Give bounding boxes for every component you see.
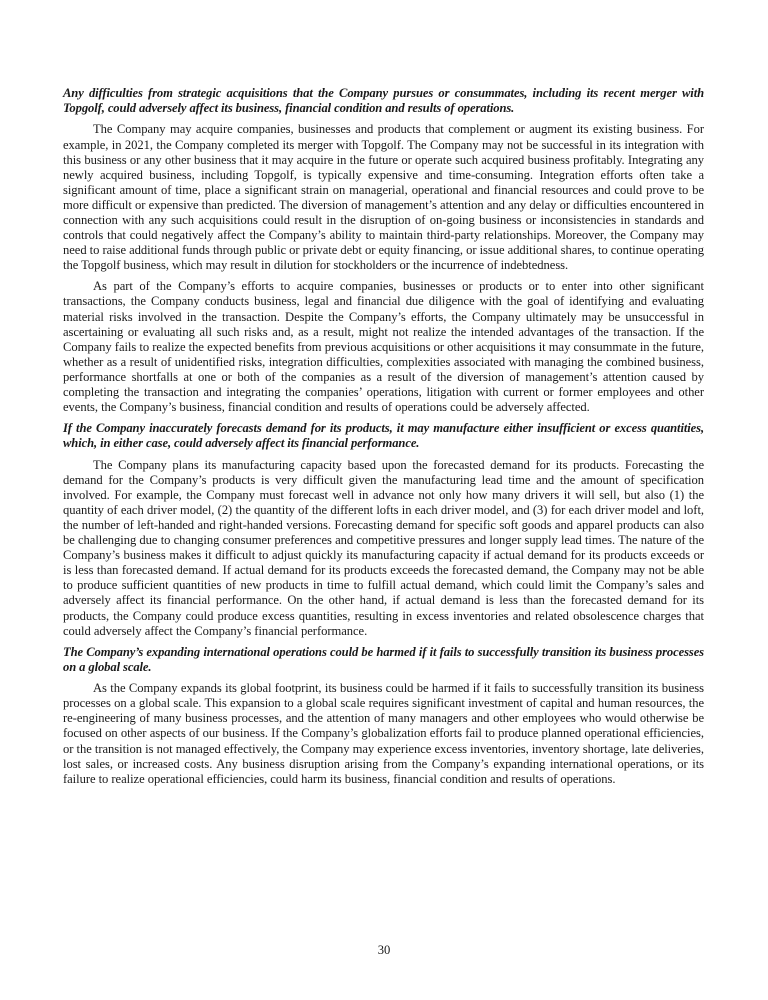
section-heading: The Company’s expanding international operations could be harmed if it fails to successfully transition its business processes on a global scale. bbox=[63, 644, 704, 674]
document-page bbox=[63, 86, 704, 793]
body-paragraph: The Company plans its manufacturing capacity based upon the forecasted demand for its products. Forecasting the demand for the Company’s products is very difficult given the manufacturing lead time and the amount of specification involved. For example, the Company must forecast well in advance not only how many drivers it will sell, but also (1) the quantity of each driver model, (2) the quantity of the different lofts in each driver model, and (3) for each driver model and loft, the number of left-handed and right-handed versions. Forecasting demand for specific soft goods and apparel products can also be challenging due to changing consumer preferences and competitive pressures and longer supply lead times. The nature of the Company’s business makes it difficult to adjust quickly its manufacturing capacity if actual demand for its products exceeds or is less than forecasted demand. If actual demand for its products exceeds the forecasted demand, the Company may not be able to produce sufficient quantities of new products in time to fulfill actual demand, which could limit the Company’s sales and adversely affect its financial performance. On the other hand, if actual demand is less than the forecasted demand for its products, the Company could produce excess quantities, resulting in excess inventories and related obsolescence charges that could adversely affect the Company’s financial performance. bbox=[63, 457, 704, 638]
body-paragraph: As the Company expands its global footprint, its business could be harmed if it fails to successfully transition its business processes on a global scale. This expansion to a global scale requires significant investment of capital and human resources, the re-engineering of many business processes, and the attention of many managers and other employees who would otherwise be focused on other aspects of our business. If the Company’s globalization efforts fail to produce planned operational efficiencies, or the transition is not managed effectively, the Company may experience excess inventories, inventory shortage, late deliveries, lost sales, or increased costs. Any business disruption arising from the Company’s expanding international operations, or its failure to realize operational efficiencies, could harm its business, financial condition and results of operations. bbox=[63, 681, 704, 786]
section-heading: Any difficulties from strategic acquisitions that the Company pursues or consummates, including its recent merger with Topgolf, could adversely affect its business, financial condition and results of operations. bbox=[63, 86, 704, 116]
risk-factor-demand-forecast bbox=[63, 421, 704, 639]
body-paragraph: As part of the Company’s efforts to acquire companies, businesses or products or to enter into other significant transactions, the Company conducts business, legal and financial due diligence with the goal of identifying and evaluating material risks involved in the transaction. Despite the Company’s efforts, the Company ultimately may be unsuccessful in ascertaining or evaluating all such risks and, as a result, might not realize the intended advantages of the transaction. If the Company fails to realize the expected benefits from previous acquisitions or other acquisitions it may consummate in the future, whether as a result of unidentified risks, integration difficulties, complexities associated with managing the combined business, performance shortfalls at one or both of the companies as a result of the diversion of management’s attention caused by completing the transaction and integrating the companies’ operations, litigation with current or former employees and other events, the Company’s business, financial condition and results of operations could be adversely affected. bbox=[63, 279, 704, 415]
body-paragraph: The Company may acquire companies, businesses and products that complement or augment its existing business. For example, in 2021, the Company completed its merger with Topgolf. The Company may not be successful in its integration with this business or any other business that it may acquire in the future or operate such acquired business profitably. Integrating any newly acquired business, including Topgolf, is typically expensive and time-consuming. Integration efforts often take a significant amount of time, place a significant strain on managerial, operational and financial resources and could prove to be more difficult or expensive than predicted. The diversion of management’s attention and any delay or difficulties encountered in connection with any such acquisitions could result in the disruption of on-going business or inconsistencies in standards and controls that could negatively affect the Company’s ability to maintain third-party relationships. Moreover, the Company may need to raise additional funds through public or private debt or equity financing, or issue additional shares, to continue operating the Topgolf business, which may result in dilution for stockholders or the incurrence of indebtedness. bbox=[63, 122, 704, 273]
risk-factor-international-operations bbox=[63, 645, 704, 787]
risk-factor-strategic-acquisitions bbox=[63, 86, 704, 415]
section-heading: If the Company inaccurately forecasts demand for its products, it may manufacture either insufficient or excess quantities, which, in either case, could adversely affect its financial performance. bbox=[63, 421, 704, 451]
page-number: 30 bbox=[377, 943, 391, 957]
